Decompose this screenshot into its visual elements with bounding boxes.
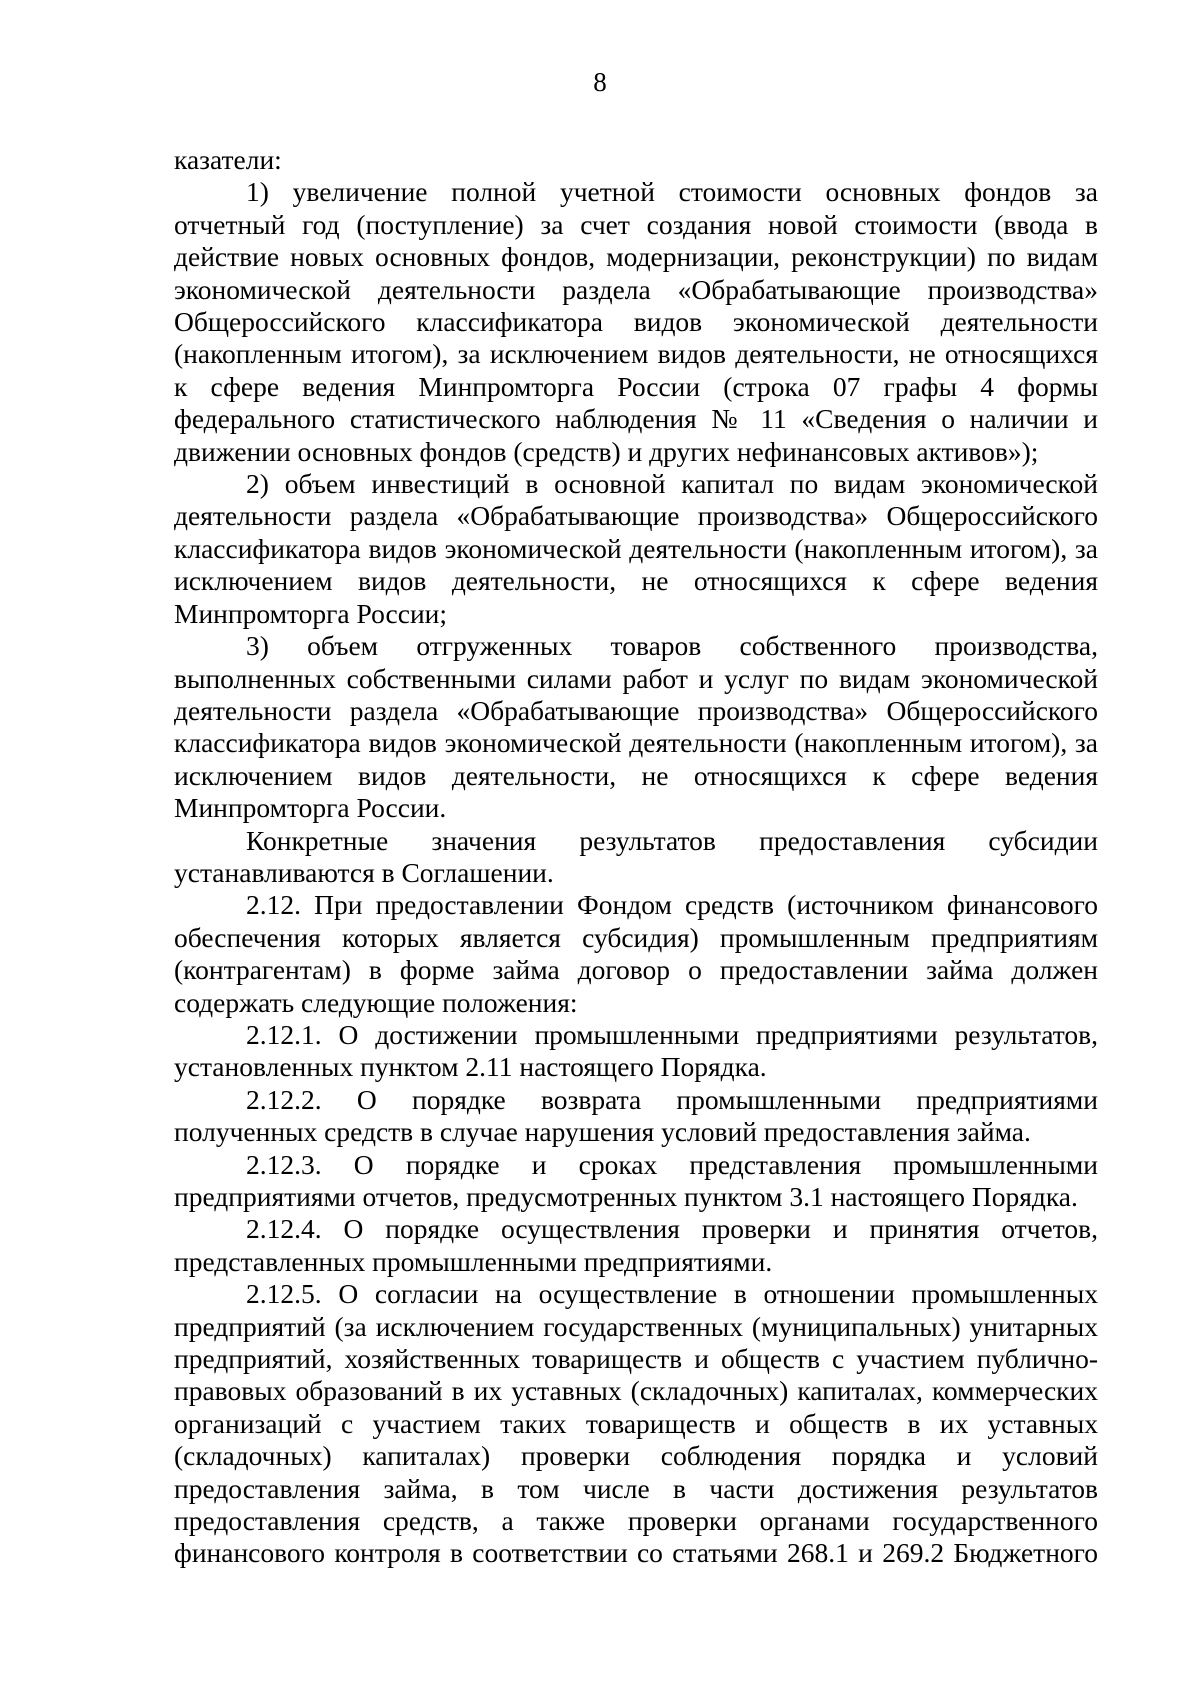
paragraph-indicator-2: 2) объем инвестиций в основной капитал по видам экономической деятельности раздела «Обрабатывающие производства» Общероссийского классификатора видов экономической деятельности (накопленным итогом), за исключением видов деятельности, не относящихся к сфере ведения Минпромторга России;: [174, 468, 1098, 629]
paragraph-indicator-1: 1) увеличение полной учетной стоимости основных фондов за отчетный год (поступление) за счет создания новой стоимости (ввода в действие новых основных фондов, модернизации, реконструкции) по видам экономической деятельности раздела «Обрабатывающие производства» Общероссийского классификатора видов экономической деятельности (накопленным итогом), за исключением видов деятельности, не относящихся к сфере ведения Минпромторга России (строка 07 графы 4 формы федерального статистического наблюдения № 11 «Сведения о наличии и движении основных фондов (средств) и других нефинансовых активов»);: [174, 176, 1098, 467]
paragraph-continuation: казатели:: [174, 144, 282, 175]
paragraph-2-12-4: 2.12.4. О порядке осуществления проверки и принятия отчетов, представленных промышленными предприятиями.: [174, 1213, 1098, 1277]
document-body: [174, 144, 1098, 1570]
paragraph-2-12: 2.12. При предоставлении Фондом средств (источником финансового обеспечения которых является субсидия) промышленным предприятиям (контрагентам) в форме займа договор о предоставлении займа должен содержать следующие положения:: [174, 889, 1098, 1018]
paragraph-2-12-1: 2.12.1. О достижении промышленными предприятиями результатов, установленных пунктом 2.11 настоящего Порядка.: [174, 1018, 1098, 1083]
paragraph-indicator-3: 3) объем отгруженных товаров собственного производства, выполненных собственными силами работ и услуг по видам экономической деятельности раздела «Обрабатывающие производства» Общероссийского классификатора видов экономической деятельности (накопленным итогом), за исключением видов деятельности, не относящихся к сфере ведения Минпромторга России.: [174, 630, 1098, 824]
page-number: 8: [593, 67, 607, 97]
paragraph-2-12-2: 2.12.2. О порядке возврата промышленными предприятиями полученных средств в случае нарушения условий предоставления займа.: [174, 1083, 1098, 1148]
paragraph-2-12-3: 2.12.3. О порядке и сроках представления промышленными предприятиями отчетов, предусмотренных пунктом 3.1 настоящего Порядка.: [174, 1148, 1098, 1212]
paragraph-specific-values: Конкретные значения результатов предоставления субсидии устанавливаются в Соглашении.: [174, 824, 1098, 888]
paragraph-2-12-5: 2.12.5. О согласии на осуществление в отношении промышленных предприятий (за исключением государственных (муниципальных) унитарных предприятий, хозяйственных товариществ и обществ с участием публично-правовых образований в их уставных (складочных) капиталах, коммерческих организаций с участием таких товариществ и обществ в их уставных (складочных) капиталах) проверки соблюдения порядка и условий предоставления займа, в том числе в части достижения результатов предоставления средств, а также проверки органами государственного финансового контроля в соответствии со статьями 268.1 и 269.2 Бюджетного: [174, 1278, 1098, 1569]
